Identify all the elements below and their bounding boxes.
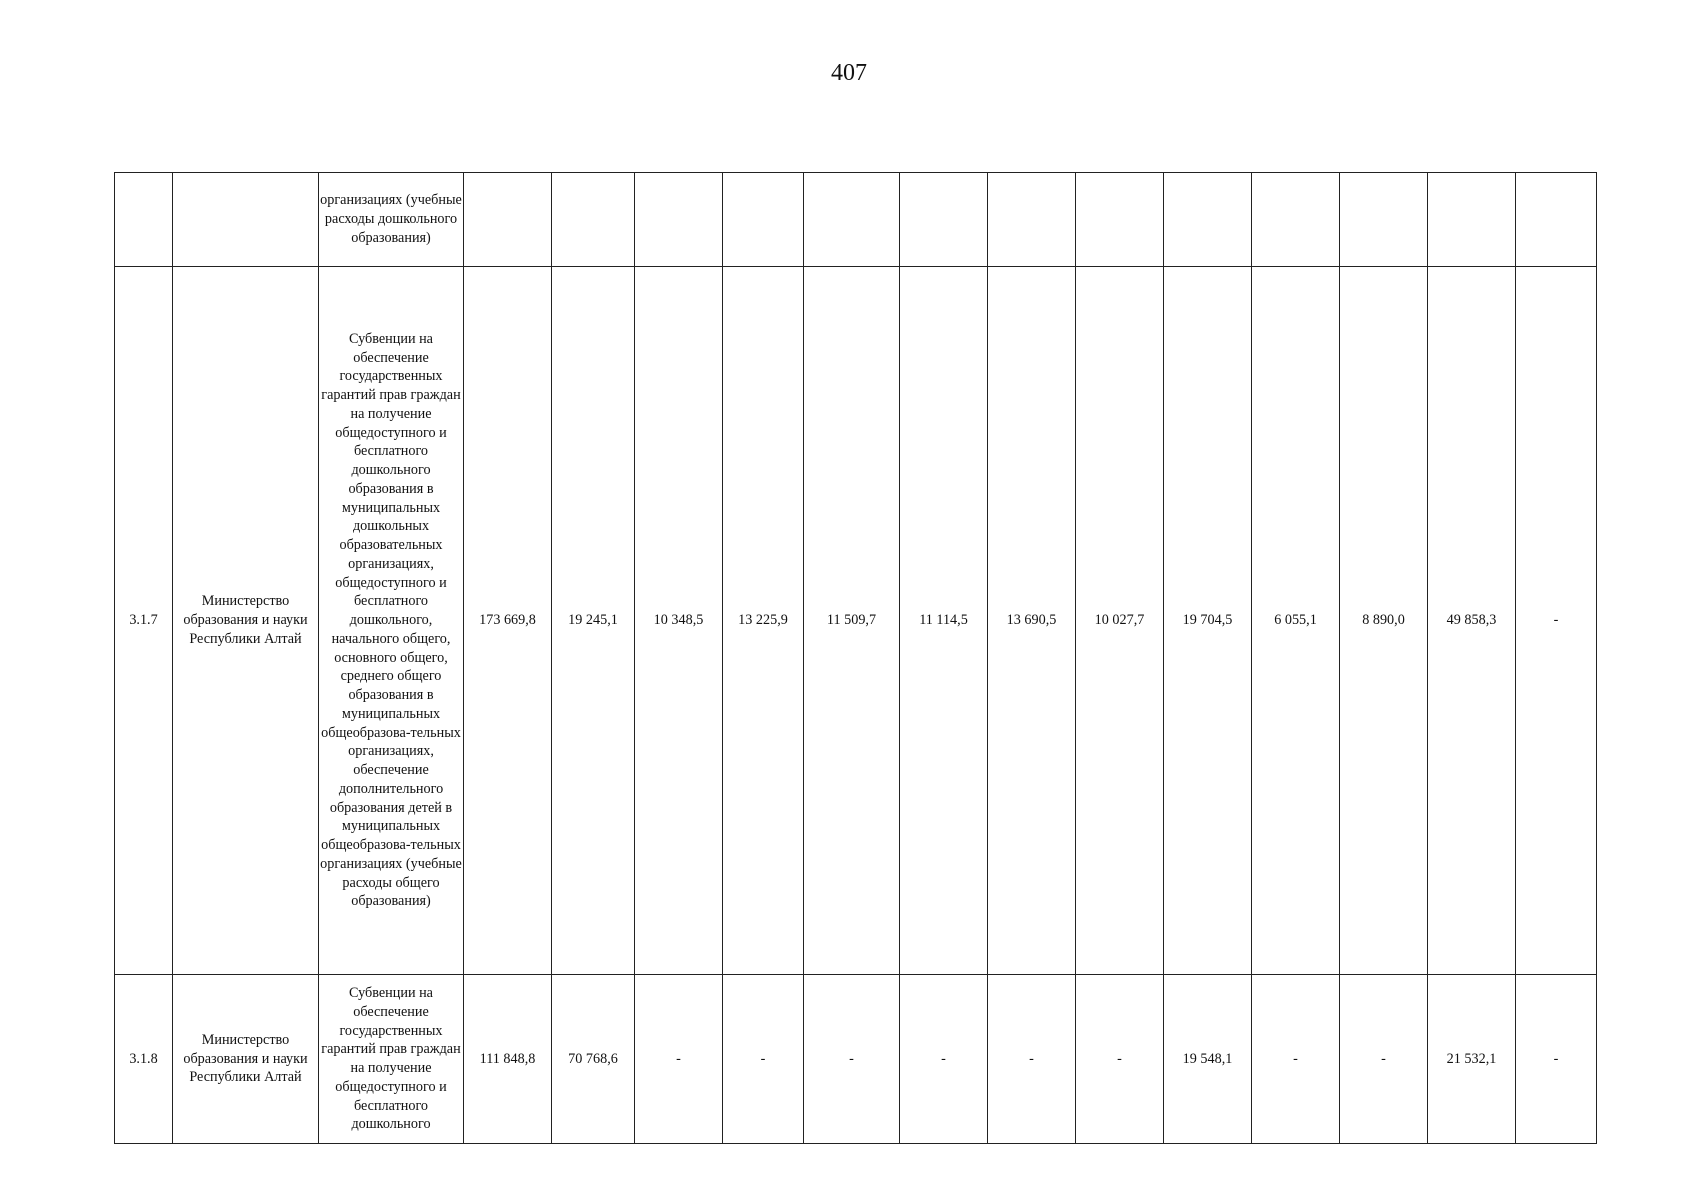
row-code: 3.1.7 (115, 267, 173, 975)
value-cell: 19 548,1 (1164, 975, 1252, 1144)
value-cell: - (988, 975, 1076, 1144)
value-cell: - (1516, 975, 1597, 1144)
value-cell: - (1516, 267, 1597, 975)
value-cell (988, 173, 1076, 267)
value-cell: - (1340, 975, 1428, 1144)
value-cell (1340, 173, 1428, 267)
row-code: 3.1.8 (115, 975, 173, 1144)
value-cell (635, 173, 723, 267)
value-cell (1428, 173, 1516, 267)
value-cell: 13 225,9 (723, 267, 804, 975)
value-cell: 8 890,0 (1340, 267, 1428, 975)
value-cell (464, 173, 552, 267)
row-description-text: организациях (учебные расходы дошкольного образования) (320, 192, 462, 246)
row-organization (173, 173, 319, 267)
budget-table (114, 172, 1597, 1144)
value-cell (552, 173, 635, 267)
row-organization: Министерство образования и науки Республики Алтай (173, 267, 319, 975)
value-cell (1076, 173, 1164, 267)
row-description (319, 975, 464, 1144)
value-cell: 11 114,5 (900, 267, 988, 975)
value-cell (1164, 173, 1252, 267)
value-cell (1252, 173, 1340, 267)
table-row (115, 173, 1597, 267)
value-cell: - (900, 975, 988, 1144)
value-cell (900, 173, 988, 267)
value-cell: 49 858,3 (1428, 267, 1516, 975)
value-cell: 13 690,5 (988, 267, 1076, 975)
row-description-text: Субвенции на обеспечение государственных гарантий прав граждан на получение общедоступного и бесплатного дошкольного (321, 985, 461, 1133)
value-cell: - (1252, 975, 1340, 1144)
value-cell: - (804, 975, 900, 1144)
value-cell: 10 348,5 (635, 267, 723, 975)
value-cell: 111 848,8 (464, 975, 552, 1144)
row-description (319, 267, 464, 975)
table-row (115, 975, 1597, 1144)
value-cell: 173 669,8 (464, 267, 552, 975)
value-cell: 11 509,7 (804, 267, 900, 975)
value-cell: 19 245,1 (552, 267, 635, 975)
table-row (115, 267, 1597, 975)
row-organization: Министерство образования и науки Республики Алтай (173, 975, 319, 1144)
value-cell: 10 027,7 (1076, 267, 1164, 975)
row-code (115, 173, 173, 267)
value-cell: 19 704,5 (1164, 267, 1252, 975)
value-cell (1516, 173, 1597, 267)
value-cell: - (723, 975, 804, 1144)
row-description-text: Субвенции на обеспечение государственных гарантий прав граждан на получение общедоступного и бесплатного дошкольного образования в муниципальных дошкольных образовательных организациях, общедоступного и бесплатного дошкольного, начального общего, основного общего, среднего общего образования в муниципальных общеобразова-тельных организациях, обеспечение дополнительного образования детей в муниципальных общеобразова-тельных организациях (учебные расходы общего образования) (320, 330, 462, 910)
value-cell: 21 532,1 (1428, 975, 1516, 1144)
value-cell: - (1076, 975, 1164, 1144)
value-cell (723, 173, 804, 267)
value-cell (804, 173, 900, 267)
value-cell: 6 055,1 (1252, 267, 1340, 975)
page-number: 407 (831, 60, 867, 86)
value-cell: 70 768,6 (552, 975, 635, 1144)
value-cell: - (635, 975, 723, 1144)
row-description (319, 173, 464, 267)
